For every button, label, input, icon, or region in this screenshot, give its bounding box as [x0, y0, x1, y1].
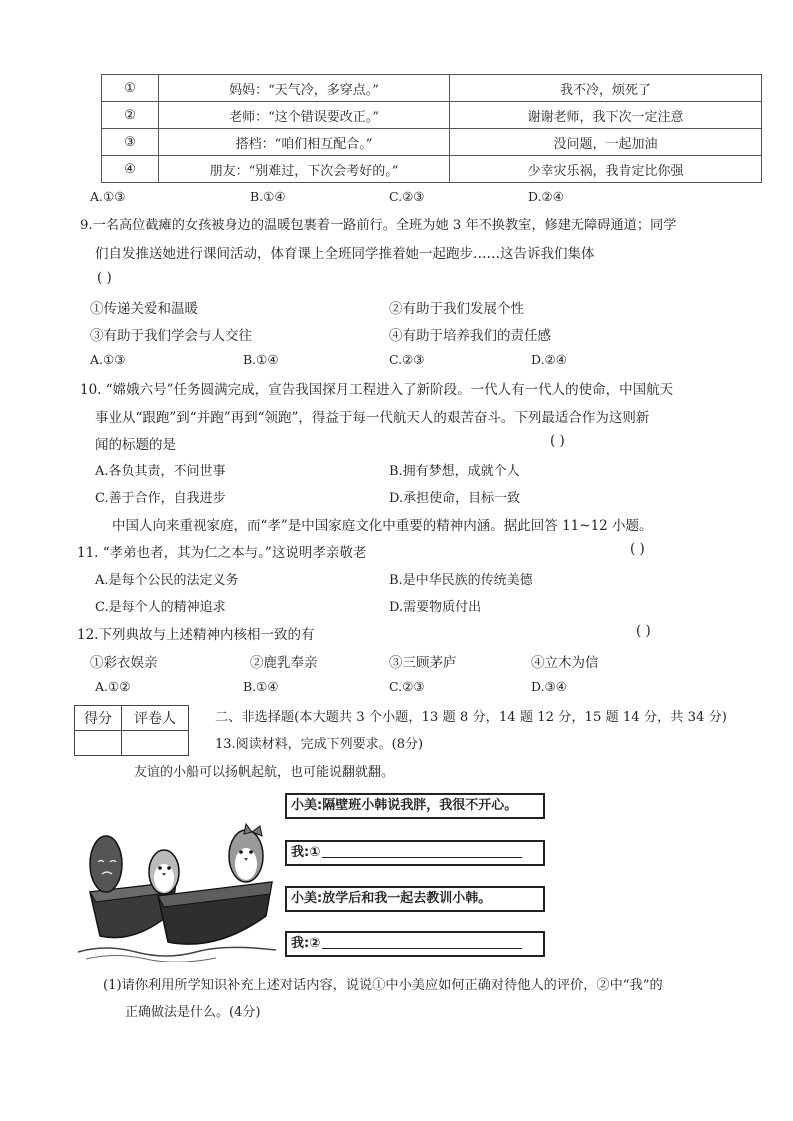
chat-text: 小美:隔壁班小韩说我胖，我很不开心。 — [291, 798, 518, 813]
table-row — [102, 129, 762, 156]
q10-option-b: B.拥有梦想，成就个人 — [389, 464, 520, 479]
row-number: ④ — [102, 156, 159, 183]
row-reply: 谢谢老师，我下次一定注意 — [450, 102, 762, 129]
row-number: ② — [102, 102, 159, 129]
q9-option-b: B.①④ — [243, 352, 279, 367]
dialogue-table — [101, 74, 762, 183]
row-quote: 妈妈：“天气冷，多穿点。” — [159, 75, 450, 102]
q9-stem-line2: 们自发推送她进行课间活动，体育课上全班同学推着她一起跑步……这告诉我们集体 — [95, 246, 595, 262]
q8-option-c: C.②③ — [389, 189, 425, 204]
chat-text: 我:② — [291, 936, 321, 951]
q13-stem: 13.阅读材料，完成下列要求。(8分) — [215, 737, 424, 752]
score-box — [74, 705, 189, 756]
table-row — [102, 75, 762, 102]
q11-option-b: B.是中华民族的传统美德 — [389, 573, 533, 588]
chat-text: 我:① — [291, 845, 321, 860]
q9-statement-4: ④有助于培养我们的责任感 — [389, 328, 551, 344]
q8-option-a: A.①③ — [90, 189, 126, 204]
q11-answer-paren: ( ) — [630, 541, 645, 557]
row-quote: 朋友：“别难过，下次会考好的。” — [159, 156, 450, 183]
score-label: 得分 — [75, 706, 122, 731]
q9-statement-1: ①传递关爱和温暖 — [90, 301, 198, 317]
q12-statement-4: ④立木为信 — [531, 655, 599, 671]
table-row — [102, 156, 762, 183]
q10-stem-line2: 事业从“跟跑”到“并跑”再到“领跑”，得益于每一代航天人的艰苦奋斗。下列最适合作为这则新 — [95, 410, 650, 426]
row-quote: 搭档：“咱们相互配合。” — [159, 129, 450, 156]
q13-sub1-line1: (1)请你利用所学知识补充上述对话内容，说说①中小美应如何正确对待他人的评价，②中“我”的 — [103, 978, 663, 993]
q12-option-a: A.①② — [95, 679, 131, 694]
q9-option-c: C.②③ — [389, 352, 425, 367]
row-number: ③ — [102, 129, 159, 156]
q11-option-a: A.是每个公民的法定义务 — [95, 573, 239, 588]
chat-bubble-me-1[interactable] — [285, 840, 545, 866]
q9-answer-paren: ( ) — [97, 270, 112, 286]
q12-statement-2: ②鹿乳奉亲 — [250, 655, 318, 671]
q8-option-d: D.②④ — [528, 189, 564, 204]
q9-statement-2: ②有助于我们发展个性 — [389, 301, 524, 317]
grader-label: 评卷人 — [122, 706, 189, 731]
chat-bubble-xiaomei-2 — [285, 886, 545, 912]
q9-option-d: D.②④ — [531, 352, 567, 367]
boats-comic-illustration — [76, 812, 276, 962]
q10-option-d: D.承担使命，目标一致 — [389, 491, 521, 506]
q9-option-a: A.①③ — [90, 352, 126, 367]
q12-answer-paren: ( ) — [636, 623, 651, 639]
q10-option-a: A.各负其责，不问世事 — [95, 464, 226, 479]
q9-stem-line1: 9.一名高位截瘫的女孩被身边的温暖包裹着一路前行。全班为她 3 年不换教室，修建无障碍通道；同学 — [80, 218, 677, 233]
q10-stem-line1: 10. “嫦娥六号”任务圆满完成，宣告我国探月工程进入了新阶段。一代人有一代人的使命，中国航天 — [80, 382, 674, 398]
q11-12-intro: 中国人向来重视家庭，而“孝”是中国家庭文化中重要的精神内涵。据此回答 11~12 小题。 — [112, 518, 653, 534]
q11-option-d: D.需要物质付出 — [389, 600, 482, 615]
chat-bubble-xiaomei-1 — [285, 793, 545, 819]
q12-statement-1: ①彩衣娱亲 — [90, 655, 158, 671]
row-reply: 少幸灾乐祸，我肯定比你强 — [450, 156, 762, 183]
q8-option-b: B.①④ — [250, 189, 286, 204]
q11-option-c: C.是每个人的精神追求 — [95, 600, 226, 615]
q10-stem-line3: 闻的标题的是 — [95, 437, 176, 453]
answer-blank-2[interactable] — [322, 934, 522, 949]
answer-blank-1[interactable] — [322, 843, 522, 858]
q11-stem: 11. “孝弟也者，其为仁之本与。”这说明孝亲敬老 — [77, 545, 367, 561]
q13-sub1-line2: 正确做法是什么。(4分) — [125, 1005, 261, 1020]
q10-option-c: C.善于合作，自我进步 — [95, 491, 226, 506]
chat-text: 小美:放学后和我一起去教训小韩。 — [291, 891, 492, 906]
chat-bubble-me-2[interactable] — [285, 931, 545, 957]
q9-statement-3: ③有助于我们学会与人交往 — [90, 328, 252, 344]
table-row — [102, 102, 762, 129]
score-field[interactable] — [75, 731, 122, 756]
q12-option-b: B.①④ — [243, 679, 279, 694]
q12-option-c: C.②③ — [389, 679, 425, 694]
row-reply: 没问题，一起加油 — [450, 129, 762, 156]
row-quote: 老师：“这个错误要改正。” — [159, 102, 450, 129]
q12-statement-3: ③三顾茅庐 — [389, 655, 457, 671]
grader-field[interactable] — [122, 731, 189, 756]
q12-stem: 12.下列典故与上述精神内核相一致的有 — [77, 627, 315, 643]
row-number: ① — [102, 75, 159, 102]
section2-title: 二、非选择题(本大题共 3 个小题，13 题 8 分，14 题 12 分，15 题 14 分，共 34 分) — [215, 710, 727, 725]
q13-intro: 友谊的小船可以扬帆起航，也可能说翻就翻。 — [134, 765, 395, 780]
q10-answer-paren: ( ) — [550, 433, 565, 449]
row-reply: 我不冷，烦死了 — [450, 75, 762, 102]
q12-option-d: D.③④ — [531, 679, 567, 694]
